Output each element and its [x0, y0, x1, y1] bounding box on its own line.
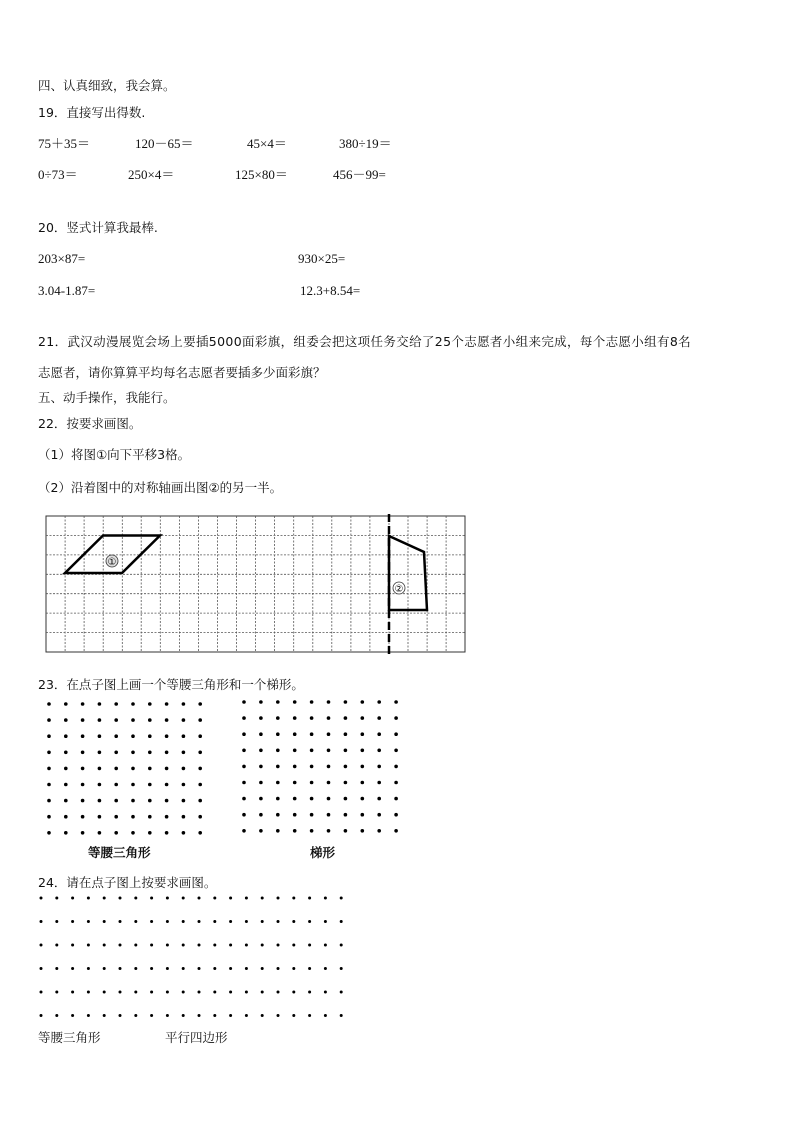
q19-problem: 45×4＝ [247, 136, 287, 151]
section-5-title: 五、动手操作，我能行。 [38, 390, 176, 405]
q23-dot-grid-right [242, 700, 398, 832]
figure-2-label: ② [394, 584, 404, 595]
section-4-title: 四、认真细致，我会算。 [38, 78, 176, 93]
question-22-heading: 22．按要求画图。 [38, 416, 142, 431]
q20-problem: 3.04-1.87= [38, 283, 96, 298]
question-23-heading: 23．在点子图上画一个等腰三角形和一个梯形。 [38, 677, 304, 692]
question-20-heading: 20．竖式计算我最棒. [38, 220, 158, 235]
q23-dot-grid-left [47, 702, 202, 834]
q24-dot-grid [40, 897, 343, 1018]
q24-caption-parallelogram: 平行四边形 [165, 1030, 228, 1045]
q22-part-2: （2）沿着图中的对称轴画出图②的另一半。 [38, 480, 283, 495]
q19-problem: 125×80＝ [235, 167, 288, 182]
q19-problem: 456－99= [333, 167, 386, 182]
question-21-line-2: 志愿者，请你算算平均每名志愿者要插多少面彩旗？ [38, 365, 326, 380]
q24-caption-isosceles-triangle: 等腰三角形 [38, 1030, 101, 1045]
q19-problem: 120－65＝ [135, 136, 194, 151]
q20-problem: 12.3+8.54= [300, 283, 361, 298]
question-21-line-1: 21．武汉动漫展览会场上要插5000面彩旗，组委会把这项任务交给了25个志愿者小组来完成，每个志愿小组有8名 [38, 334, 691, 349]
q20-problem: 930×25= [298, 251, 346, 266]
q22-part-1: （1）将图①向下平移3格。 [38, 447, 191, 462]
q20-problem: 203×87= [38, 251, 86, 266]
q19-problem: 250×4＝ [128, 167, 175, 182]
figure-1-label: ① [107, 557, 117, 568]
q23-caption-isosceles-triangle: 等腰三角形 [88, 845, 151, 860]
q19-problem: 380÷19＝ [339, 136, 392, 151]
q23-caption-trapezoid: 梯形 [310, 845, 336, 860]
q19-problem: 75＋35＝ [38, 136, 91, 151]
question-24-heading: 24．请在点子图上按要求画图。 [38, 875, 217, 890]
q19-problem: 0÷73＝ [38, 167, 78, 182]
question-19-heading: 19．直接写出得数. [38, 105, 146, 120]
